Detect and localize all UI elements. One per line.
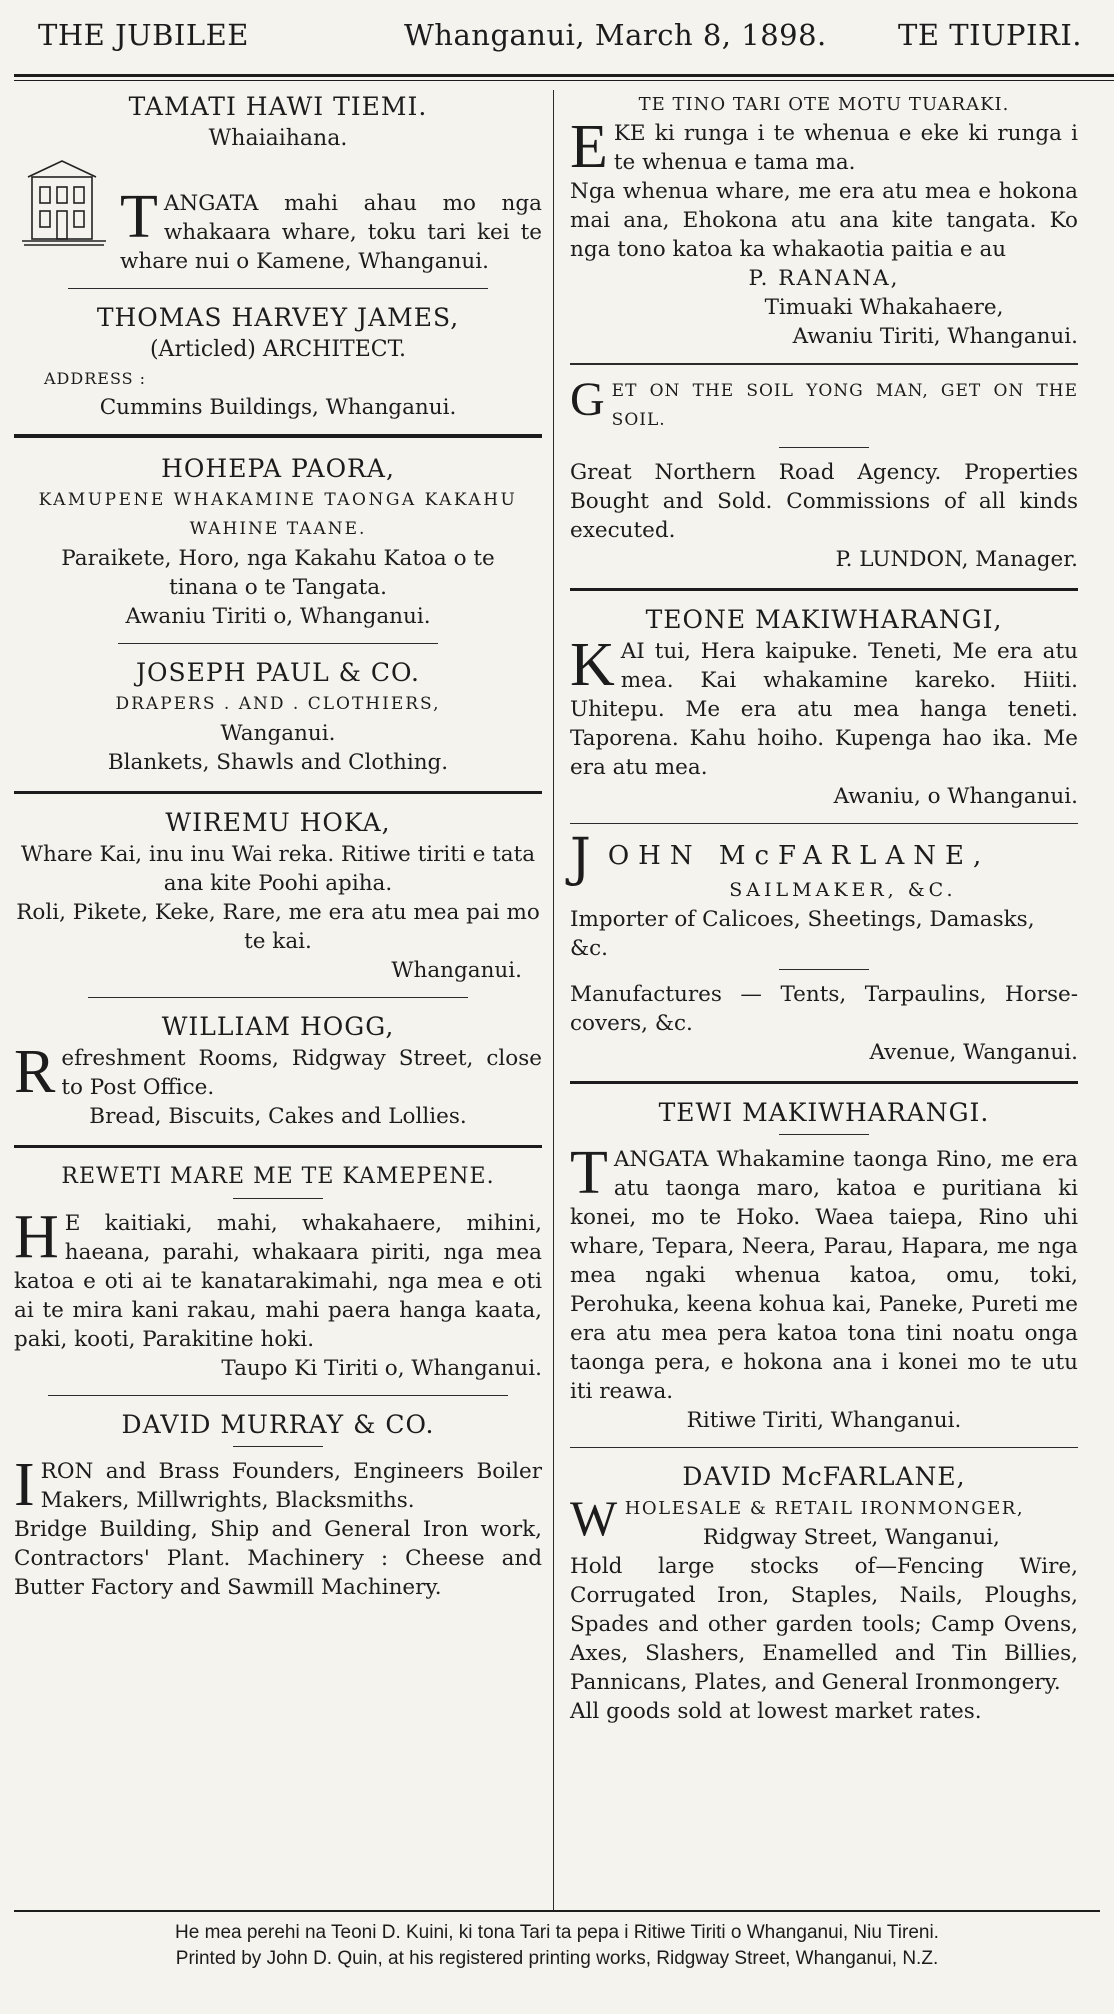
ad-title-text: HOLESALE & RETAIL IRONMONGER, [624, 1498, 1025, 1519]
page-footer [0, 1920, 1114, 1972]
ad-david-murray [14, 1408, 542, 1602]
drop-cap: W [570, 1490, 619, 1546]
separator-rule [88, 997, 468, 998]
ad-reweti-mare [14, 1160, 542, 1383]
separator-rule-short [779, 969, 869, 970]
ad-body [570, 1139, 1078, 1406]
ad-body [14, 1038, 542, 1106]
right-column [570, 90, 1078, 1726]
ad-body: Bridge Building, Ship and General Iron work, Contractors' Plant. Machinery : Cheese and Butter Factory and Sawmill Machinery. [14, 1517, 542, 1600]
ad-name: WIREMU HOKA, [165, 808, 391, 837]
ad-signature: P. LUNDON, Manager. [835, 547, 1078, 572]
separator-rule-thick [14, 434, 542, 438]
left-column [14, 90, 542, 1602]
drop-cap: J [570, 828, 600, 888]
ad-signature: Awaniu Tiriti, Whanganui. [792, 324, 1078, 349]
ad-body [570, 631, 1078, 782]
ad-william-hogg [14, 1010, 542, 1131]
ad-te-tino-tari [570, 90, 1078, 351]
ad-body: Importer of Calicoes, Sheetings, Damasks, &c. [570, 907, 1035, 961]
masthead-rule-thin [14, 80, 1114, 81]
ad-address: Awaniu Tiriti o, Whanganui. [125, 604, 431, 629]
ad-line: WAHINE TAANE. [189, 519, 367, 539]
ad-teone-makiwharangi [570, 603, 1078, 811]
separator-rule-short [233, 1446, 323, 1447]
separator-rule [48, 1395, 508, 1396]
drop-cap: R [14, 1038, 56, 1106]
address-text: Cummins Buildings, Whanganui. [99, 395, 457, 420]
separator-rule-short [779, 1134, 869, 1135]
ad-body-text: RON and Brass Founders, Engineers Boiler Makers, Millwrights, Blacksmiths. [40, 1459, 542, 1513]
ad-line: DRAPERS . AND . CLOTHIERS, [115, 694, 441, 714]
column-divider [553, 90, 554, 1910]
ad-name: DAVID MURRAY & CO. [121, 1410, 435, 1439]
ad-body: Blankets, Shawls and Clothing. [107, 750, 449, 775]
drop-cap: T [120, 183, 158, 251]
ad-body: Manufactures — Tents, Tarpaulins, Horse-covers, &c. [570, 982, 1078, 1036]
masthead [14, 14, 1100, 64]
separator-rule [570, 1447, 1078, 1448]
building-engraving-icon [18, 155, 110, 249]
separator-rule [68, 288, 488, 289]
drop-cap: T [570, 1139, 608, 1207]
footer-rule [14, 1910, 1100, 1912]
ad-body-text: ANGATA Whakamine taonga Rino, me era atu taonga maro, katoa e puritiana ki konei, mo te Hoko. Waea taiepa, Rino uhi whare, Tepara, Neera, Parau, Hapara, me nga mea ngaki whenua katoa, omu, toki, Perohuka, keena kohua kai, Paneke, Pureti me era atu mea pera katoa tona tini noatu onga taonga pera, e hokona ana i konei mo te utu iti reawa. [570, 1147, 1078, 1404]
address-label: ADDRESS : [44, 369, 147, 388]
ad-agent: P. RANANA, [748, 266, 900, 291]
ad-trade: SAILMAKER, &C. [729, 879, 957, 901]
ad-body: Paraikete, Horo, nga Kakahu Katoa o te tinana o te Tangata. [61, 546, 495, 600]
ad-name: TAMATI HAWI TIEMI. [128, 92, 428, 121]
masthead-rule [14, 74, 1114, 77]
ad-body [570, 373, 1078, 435]
ad-body: Nga whenua whare, me era atu mea e hokona mai ana, Ehokona atu ana kite tangata. Ko nga tono katoa ka whakaotia paitia e au [570, 179, 1078, 262]
ad-body [570, 113, 1078, 181]
separator-rule [118, 643, 438, 644]
ad-tewi-makiwharangi [570, 1096, 1078, 1435]
ad-body-text: efreshment Rooms, Ridgway Street, close to Post Office. [61, 1046, 542, 1100]
ad-name: JOSEPH PAUL & CO. [136, 658, 420, 687]
separator-rule-thick [14, 1145, 542, 1148]
separator-rule-short [233, 1198, 323, 1199]
masthead-date: Whanganui, March 8, 1898. [404, 18, 827, 52]
ad-northern-road-agency [570, 458, 1078, 574]
ad-name: REWETI MARE ME TE KAMEPENE. [61, 1164, 495, 1189]
ad-address: Ridgway Street, Wanganui, [702, 1525, 1000, 1550]
ad-name: TEONE MAKIWHARANGI, [645, 605, 1003, 634]
ad-tamati-hawi-tiemi [14, 90, 542, 276]
masthead-title: THE JUBILEE [38, 18, 249, 52]
ad-body: Whare Kai, inu inu Wai reka. Ritiwe tiriti e tata ana kite Poohi apiha. [20, 842, 536, 896]
ad-body-text: E kaitiaki, mahi, whakahaere, mihini, haeana, parahi, whakaara piriti, nga mea katoa e oti ai te kanatarakimahi, nga mea e oti ai te mira kani rakau, mahi paera hanga kaata, paki, kooti, Parakitine hoki. [14, 1211, 542, 1352]
separator-rule-thick [570, 1081, 1078, 1084]
footer-line-english: Printed by John D. Quin, at his registered printing works, Ridgway Street, Whanganui, N.Z. [175, 1948, 939, 1969]
ad-place: Wanganui. [220, 721, 336, 746]
drop-cap: I [14, 1451, 35, 1519]
ad-body: Great Northern Road Agency. Properties Bought and Sold. Commissions of all kinds executed. [570, 460, 1078, 543]
ad-signature: Whanganui. [391, 958, 522, 983]
separator-rule-thick [570, 588, 1078, 591]
ad-name: DAVID McFARLANE, [682, 1462, 966, 1491]
ad-john-mcfarlane [570, 828, 1078, 1067]
ad-name-text: OHN McFARLANE, [607, 841, 991, 871]
ad-signature: Ritiwe Tiriti, Whanganui. [686, 1408, 962, 1433]
ad-joseph-paul [14, 656, 542, 777]
separator-rule [570, 363, 1078, 365]
ad-name: WILLIAM HOGG, [161, 1012, 395, 1041]
drop-cap: G [570, 373, 606, 426]
separator-rule-short [779, 447, 869, 448]
ad-name: TEWI MAKIWHARANGI. [658, 1098, 990, 1127]
ad-name: HOHEPA PAORA, [161, 454, 395, 483]
ad-david-mcfarlane [570, 1460, 1078, 1726]
ad-body: Roli, Pikete, Keke, Rare, me era atu mea pai mo te kai. [16, 900, 540, 954]
ad-body-text: ANGATA mahi ahau mo nga whakaara whare, toku tari kei te whare nui o Kamene, Whanganui. [120, 191, 542, 274]
ad-signature: Timuaki Whakahaere, [764, 295, 1004, 320]
drop-cap: K [570, 631, 615, 699]
ad-name: THOMAS HARVEY JAMES, [96, 303, 460, 332]
ad-signature: Awaniu, o Whanganui. [833, 784, 1078, 809]
masthead-maori-title: TE TIUPIRI. [898, 18, 1082, 52]
separator-rule [570, 823, 1078, 824]
ad-title: (Articled) ARCHITECT. [149, 337, 407, 362]
ad-body: Hold large stocks of—Fencing Wire, Corrugated Iron, Staples, Nails, Ploughs, Spades and other garden tools; Camp Ovens, Axes, Slashers, Enamelled and Tin Billies, Pannicans, Plates, and General Ironmongery. [570, 1554, 1078, 1695]
drop-cap: H [14, 1203, 59, 1271]
ad-signature: Taupo Ki Tiriti o, Whanganui. [221, 1356, 542, 1381]
ad-line: KAMUPENE WHAKAMINE TAONGA KAKAHU [38, 490, 518, 510]
ad-signature: Avenue, Wanganui. [869, 1040, 1078, 1065]
ad-body-text: AI tui, Hera kaipuke. Teneti, Me era atu mea. Kai whakamine kareko. Hiiti. Uhitepu. Me era atu mea hanga teneti. Taporena. Kahu hoiho. Kupenga hao ika. Me era atu mea. [570, 639, 1078, 780]
footer-line-maori: He mea perehi na Teoni D. Kuini, ki tona Tari ta pepa i Ritiwe Tiriti o Whanganui, Niu Tireni. [175, 1922, 939, 1943]
ad-name [570, 828, 1078, 888]
ad-body [14, 1203, 542, 1354]
ad-wiremu-hoka [14, 806, 542, 985]
ad-footer-line: All goods sold at lowest market rates. [570, 1699, 982, 1724]
ad-body-text: ET ON THE SOIL YONG MAN, GET ON THE SOIL. [611, 381, 1078, 430]
ad-hohepa-paora [14, 452, 542, 631]
ad-get-on-the-soil [570, 373, 1078, 435]
ad-body-text: KE ki runga i te whenua e eke ki runga i te whenua e tama ma. [613, 121, 1078, 175]
ad-heading: TE TINO TARI OTE MOTU TUARAKI. [638, 94, 1010, 115]
drop-cap: E [570, 113, 608, 181]
ad-body [14, 1451, 542, 1519]
ad-subtitle: Whaiaihana. [208, 126, 348, 151]
ad-thomas-harvey-james [14, 301, 542, 422]
separator-rule-thick [14, 791, 542, 794]
ad-line: Bread, Biscuits, Cakes and Lollies. [89, 1104, 467, 1129]
